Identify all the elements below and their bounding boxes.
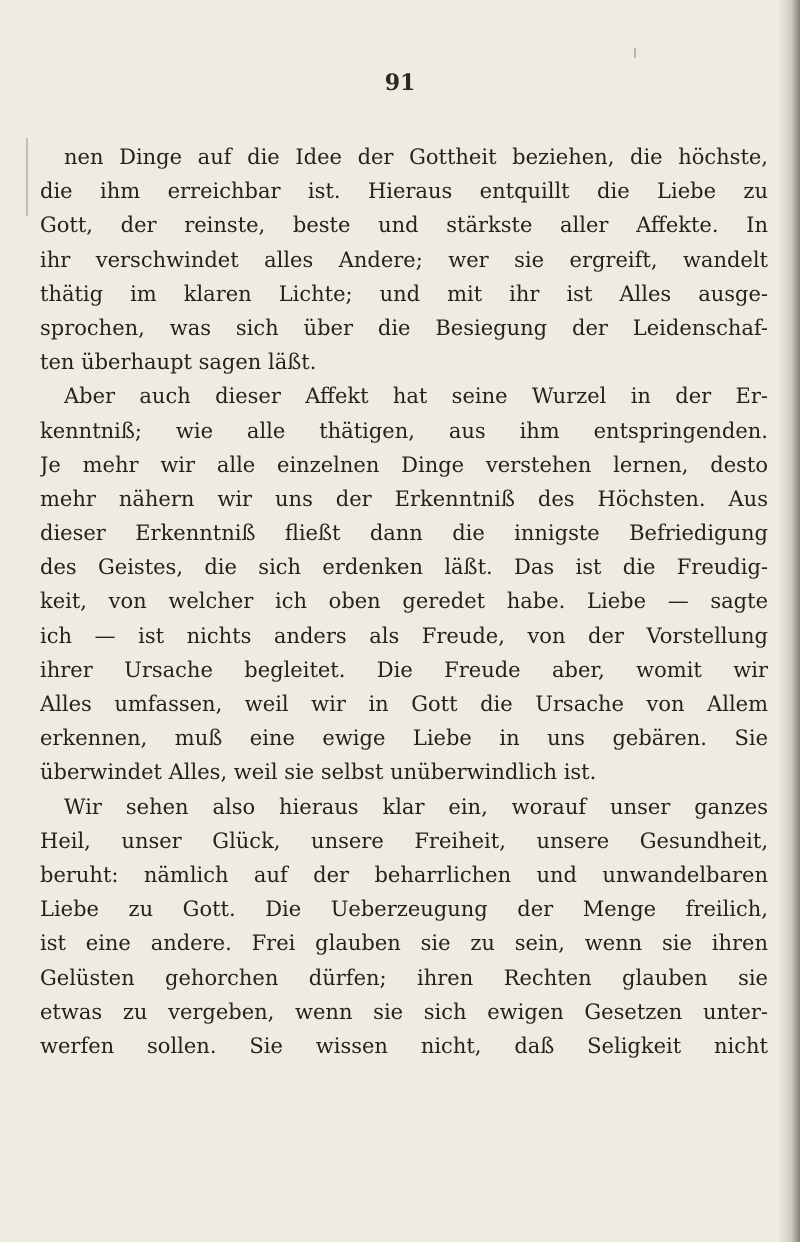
text-line: Je mehr wir alle einzelnen Dinge verstehen lernen, desto: [40, 452, 768, 477]
text-line: ten überhaupt sagen läßt.: [40, 350, 317, 375]
text-line: mehr nähern wir uns der Erkenntniß des Höchsten. Aus: [40, 486, 768, 511]
body-text: [40, 140, 768, 1063]
stray-mark: [634, 48, 636, 58]
page-edge-shadow: [778, 0, 800, 1242]
text-line: dieser Erkenntniß fließt dann die innigste Befriedigung: [40, 521, 768, 546]
text-line: beruht: nämlich auf der beharrlichen und unwandelbaren: [40, 862, 768, 887]
text-line: nen Dinge auf die Idee der Gottheit beziehen, die höchste,: [64, 145, 768, 169]
text-line: werfen sollen. Sie wissen nicht, daß Seligkeit nicht: [40, 1033, 768, 1058]
text-line: des Geistes, die sich erdenken läßt. Das ist die Freudig-: [40, 555, 768, 580]
text-line: Aber auch dieser Affekt hat seine Wurzel in der Er-: [64, 384, 768, 409]
text-line: thätig im klaren Lichte; und mit ihr ist Alles ausge-: [40, 281, 768, 306]
text-line: ist eine andere. Frei glauben sie zu sein, wenn sie ihren: [40, 931, 768, 956]
text-line: sprochen, was sich über die Besiegung der Leidenschaf-: [40, 315, 768, 340]
text-line: Gelüsten gehorchen dürfen; ihren Rechten glauben sie: [40, 965, 768, 990]
text-line: erkennen, muß eine ewige Liebe in uns gebären. Sie: [40, 726, 768, 751]
text-line: ihrer Ursache begleitet. Die Freude aber, womit wir: [40, 657, 768, 682]
text-line: Liebe zu Gott. Die Ueberzeugung der Menge freilich,: [40, 897, 768, 922]
text-line: ihr verschwindet alles Andere; wer sie ergreift, wandelt: [40, 247, 768, 272]
margin-mark: [26, 138, 28, 216]
text-line: die ihm erreichbar ist. Hieraus entquillt die Liebe zu: [40, 179, 768, 204]
text-line: Gott, der reinste, beste und stärkste aller Affekte. In: [40, 213, 768, 238]
text-line: keit, von welcher ich oben geredet habe. Liebe — sagte: [40, 589, 768, 614]
text-line: Wir sehen also hieraus klar ein, worauf unser ganzes: [64, 794, 768, 819]
page-number: 91: [384, 70, 416, 96]
text-line: ich — ist nichts anders als Freude, von der Vorstellung: [40, 623, 768, 648]
text-line: überwindet Alles, weil sie selbst unüberwindlich ist.: [40, 760, 597, 785]
text-line: Alles umfassen, weil wir in Gott die Ursache von Allem: [40, 692, 768, 716]
text-line: kenntniß; wie alle thätigen, aus ihm entspringenden.: [40, 418, 768, 443]
text-line: Heil, unser Glück, unsere Freiheit, unsere Gesundheit,: [40, 828, 768, 853]
text-line: etwas zu vergeben, wenn sie sich ewigen Gesetzen unter-: [40, 999, 768, 1024]
